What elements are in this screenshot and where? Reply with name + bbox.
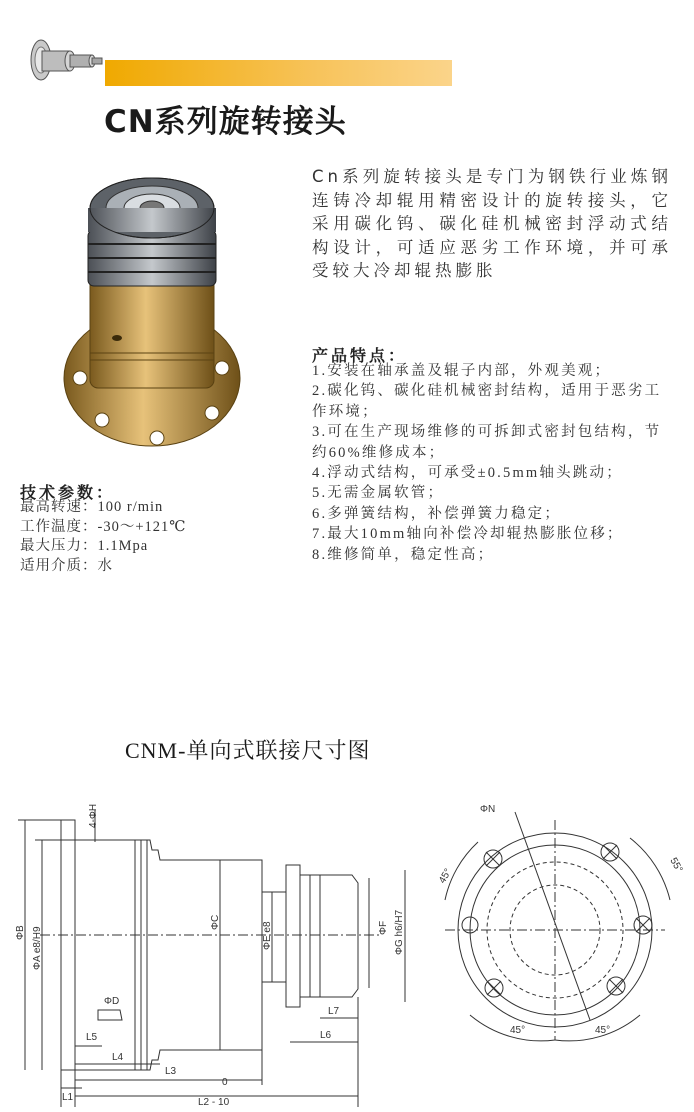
list-item: 5.无需金属软管； [312, 485, 445, 502]
features-list [312, 361, 677, 565]
specs-list [20, 498, 186, 576]
dim-label-45-bottom-right: 45° [595, 1025, 611, 1036]
dim-label-L4: L4 [112, 1052, 124, 1063]
list-item: 3.可在生产现场维修的可拆卸式密封包结构，节约60%维修成本； [312, 424, 662, 461]
dim-label-phiF: ΦF [378, 920, 389, 935]
dim-label-L7: L7 [328, 1006, 340, 1017]
dim-label-L5: L5 [86, 1032, 98, 1043]
list-item: 2.碳化钨、碳化硅机械密封结构，适用于恶劣工作环境； [312, 383, 662, 420]
list-item: 8.维修简单，稳定性高； [312, 546, 495, 563]
list-item: 7.最大10mm轴向补偿冷却辊热膨胀位移； [312, 526, 624, 543]
dim-label-phiB: ΦB [15, 925, 26, 940]
spec-item: 适用介质：水 [20, 557, 113, 574]
bearing-icon [18, 32, 108, 94]
dim-label-phiN: ΦN [480, 804, 496, 815]
spec-item: 工作温度：-30～+121℃ [20, 518, 187, 535]
dim-label-phiG: ΦG h6/H7 [394, 909, 405, 955]
features-heading: 产品特点： [312, 346, 408, 365]
end-view-drawing [430, 790, 694, 1107]
dim-label-L6: L6 [320, 1030, 332, 1041]
dim-label-phiA: ΦA e8/H9 [32, 926, 43, 970]
dim-label-45-left: 45° [437, 866, 455, 886]
spec-item: 最高转速：100 r/min [20, 499, 164, 515]
dim-label-phiH: 4-ΦH [88, 803, 99, 828]
specs-heading: 技术参数： [20, 483, 116, 502]
dim-label-phiC: ΦC [210, 914, 221, 930]
dim-label-phiD: ΦD [104, 996, 120, 1007]
drawing-title: CNM-单向式联接尺寸图 [125, 738, 371, 763]
dim-label-zero: 0 [222, 1077, 228, 1088]
page-title: CN系列旋转接头 [104, 104, 347, 140]
dim-label-L2: L2 - 10 [198, 1097, 230, 1107]
dim-label-phiE: ΦE e8 [262, 921, 273, 950]
side-view-drawing [0, 780, 420, 1107]
intro-paragraph: Cn系列旋转接头是专门为钢铁行业炼钢连铸冷却辊用精密设计的旋转接头，它采用碳化钨、碳化硅机械密封浮动式结构设计，可适应恶劣工作环境，并可承受较大冷却辊热膨胀 [312, 167, 672, 280]
dim-label-L3: L3 [165, 1066, 177, 1077]
dim-label-55: 55° [667, 856, 685, 875]
spec-item: 最大压力：1.1Mpa [20, 538, 149, 554]
list-item: 4.浮动式结构，可承受±0.5mm轴头跳动； [312, 465, 623, 482]
list-item: 6.多弹簧结构，补偿弹簧力稳定； [312, 505, 562, 522]
dim-label-L1: L1 [62, 1092, 74, 1103]
dim-label-45-bottom-left: 45° [510, 1025, 526, 1036]
product-photo [62, 168, 242, 458]
list-item: 1.安装在轴承盖及辊子内部，外观美观； [312, 363, 612, 379]
header-accent-bar [105, 60, 452, 86]
